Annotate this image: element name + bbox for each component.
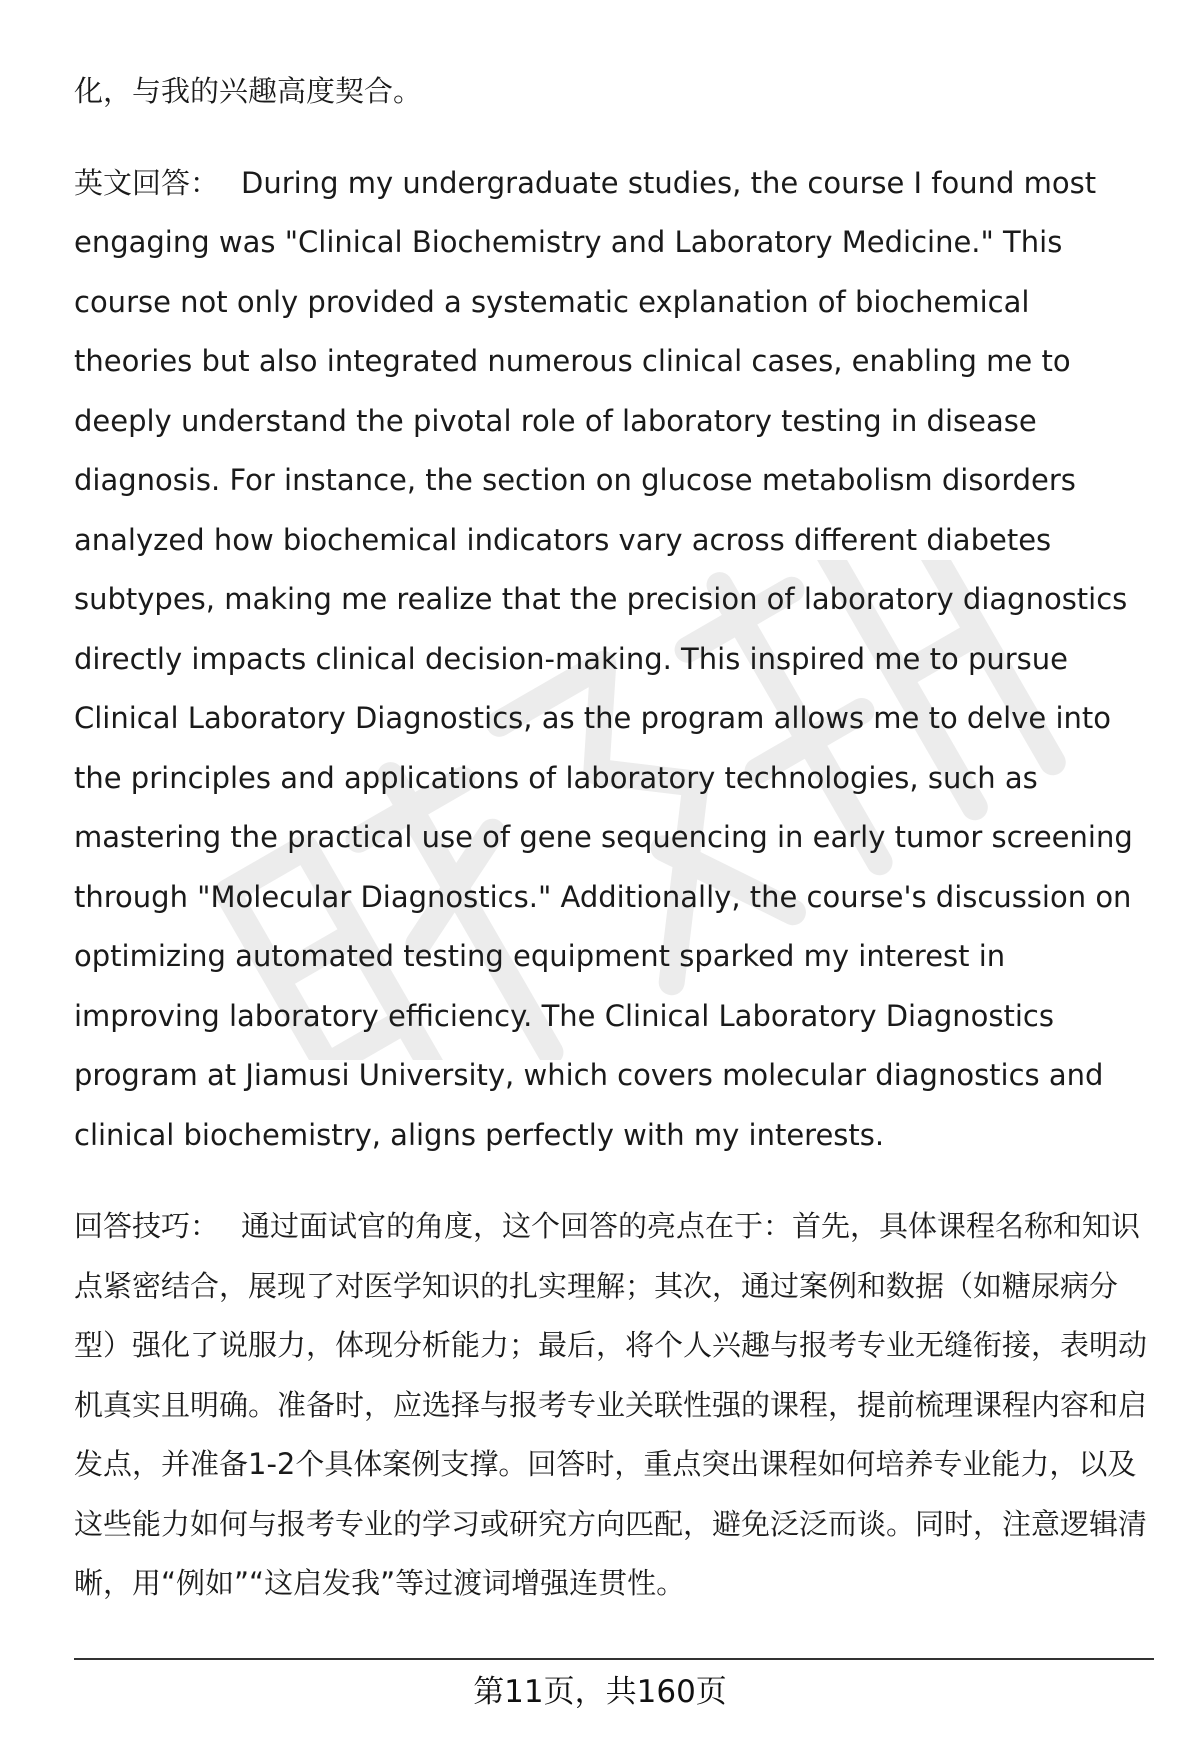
tips-label: 回答技巧： (74, 1209, 220, 1243)
footer-divider (74, 1658, 1154, 1660)
english-answer-text: During my undergraduate studies, the course I found most engaging was "Clinical Biochemistry and Laboratory Medicine." This course not only provided a systematic explanation of biochemical theories but also integrated numerous clinical cases, enabling me to deeply understand the pivotal role of laboratory testing in disease diagnosis. For instance, the section on glucose metabolism disorders analyzed how biochemical indicators vary across different diabetes subtypes, making me realize that the precision of laboratory diagnostics directly impacts clinical decision-making. This inspired me to pursue Clinical Laboratory Diagnostics, as the program allows me to delve into the principles and applications of laboratory technologies, such as mastering the practical use of gene sequencing in early tumor screening through "Molecular Diagnostics." Additionally, the course's discussion on optimizing automated testing equipment sparked my interest in improving laboratory efficiency. The Clinical Laboratory Diagnostics program at Jiamusi University, which covers molecular diagnostics and clinical biochemistry, aligns perfectly with my interests. (74, 165, 1133, 1152)
english-answer-paragraph (74, 154, 1154, 1166)
tips-text: 通过面试官的角度，这个回答的亮点在于：首先，具体课程名称和知识点紧密结合，展现了对医学知识的扎实理解；其次，通过案例和数据（如糖尿病分型）强化了说服力，体现分析能力；最后，将个人兴趣与报考专业无缝衔接，表明动机真实且明确。准备时，应选择与报考专业关联性强的课程，提前梳理课程内容和启发点，并准备1-2个具体案例支撑。回答时，重点突出课程如何培养专业能力，以及这些能力如何与报考专业的学习或研究方向匹配，避免泛泛而谈。同时，注意逻辑清晰，用“例如”“这启发我”等过渡词增强连贯性。 (74, 1209, 1148, 1600)
document-body (74, 62, 1154, 1614)
page-number: 第11页，共160页 (473, 1674, 727, 1710)
tips-paragraph (74, 1197, 1154, 1614)
english-answer-label: 英文回答： (74, 165, 220, 200)
intro-line: 化，与我的兴趣高度契合。 (74, 74, 423, 108)
